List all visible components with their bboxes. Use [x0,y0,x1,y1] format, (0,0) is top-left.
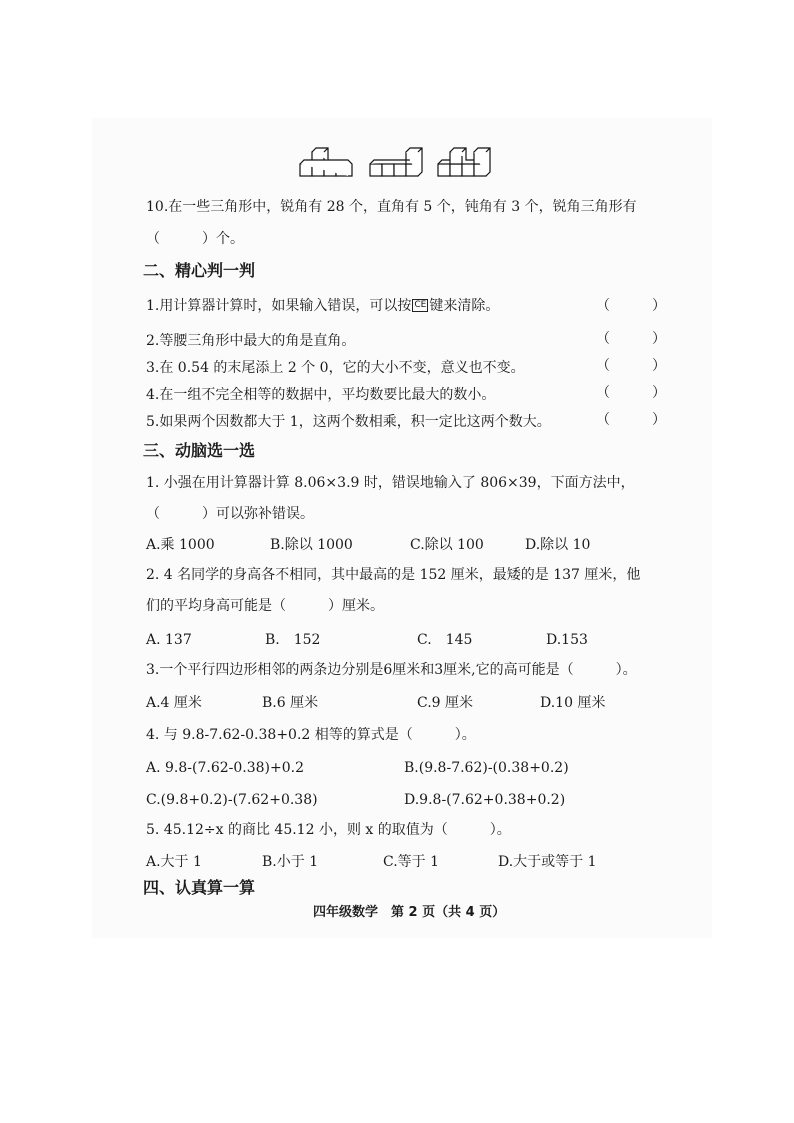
cube-figure-2 [370,148,422,176]
q5-option-d[interactable]: D.大于或等于 1 [498,854,597,870]
q5-option-a[interactable]: A.大于 1 [146,854,202,870]
judge-answer-box-3[interactable]: （ ） [596,358,666,374]
judge-answer-box-1[interactable]: （ ） [596,298,666,314]
q2-option-d[interactable]: D.153 [546,632,588,648]
q2-option-a[interactable]: A. 137 [146,632,192,648]
q3-option-a[interactable]: A.4 厘米 [146,695,202,711]
q3-option-d[interactable]: D.10 厘米 [540,695,606,711]
page-footer: 四年级数学 第 2 页（共 4 页） [313,905,506,920]
judge-item-5: 5.如果两个因数都大于 1，这两个数相乘，积一定比这两个数大。 [146,414,551,430]
section-heading-calculate: 四、认真算一算 [143,878,256,897]
q2-option-b[interactable]: B. 152 [265,632,321,648]
q10-text-line2: （ ）个。 [146,231,244,247]
q4-option-a[interactable]: A. 9.8-(7.62-0.38)+0.2 [146,760,304,776]
choice-q4-line1: 4. 与 9.8-7.62-0.38+0.2 相等的算式是（ ）。 [146,727,476,743]
choice-q2-line1: 2. 4 名同学的身高各不相同，其中最高的是 152 厘米，最矮的是 137 厘米，他 [146,567,641,583]
ce-key-icon: CE [414,300,427,310]
choice-q1-line2: （ ）可以弥补错误。 [146,506,314,522]
cube-figures [298,144,538,184]
q5-option-c[interactable]: C.等于 1 [383,854,440,870]
judge-item-1-text: 1.用计算器计算时，如果输入错误，可以按 [146,298,412,314]
judge-item-4: 4.在一组不完全相等的数据中，平均数要比最大的数小。 [146,387,496,403]
judge-answer-box-4[interactable]: （ ） [596,385,666,401]
judge-item-2: 2.等腰三角形中最大的角是直角。 [146,333,356,349]
q1-option-c[interactable]: C.除以 100 [410,537,484,553]
section-heading-choose: 三、动脑选一选 [143,441,256,460]
q4-option-c[interactable]: C.(9.8+0.2)-(7.62+0.38) [146,792,318,808]
judge-answer-box-2[interactable]: （ ） [596,331,666,347]
judge-item-1-text-end: 键来清除。 [429,298,500,314]
q4-option-b[interactable]: B.(9.8-7.62)-(0.38+0.2) [404,760,569,776]
cube-figure-3 [438,148,490,176]
cube-figure-1 [300,148,352,176]
q1-option-a[interactable]: A.乘 1000 [146,537,215,553]
choice-q5-line1: 5. 45.12÷x 的商比 45.12 小，则 x 的取值为（ ）。 [146,822,511,838]
judge-item-1 [146,297,499,315]
section-heading-judge: 二、精心判一判 [143,261,256,280]
q3-option-b[interactable]: B.6 厘米 [262,695,319,711]
choice-q1-line1: 1. 小强在用计算器计算 8.06×3.9 时，错误地输入了 806×39，下面方法中， [146,475,635,491]
q1-option-b[interactable]: B.除以 1000 [270,537,353,553]
judge-answer-box-5[interactable]: （ ） [596,412,666,428]
q4-option-d[interactable]: D.9.8-(7.62+0.38+0.2) [404,792,566,808]
q2-option-c[interactable]: C. 145 [417,632,473,648]
choice-q3-line1: 3.一个平行四边形相邻的两条边分别是6厘米和3厘米,它的高可能是（ ）。 [146,662,637,678]
q3-option-c[interactable]: C.9 厘米 [417,695,474,711]
choice-q2-line2: 们的平均身高可能是（ ）厘米。 [146,598,384,614]
q1-option-d[interactable]: D.除以 10 [525,537,591,553]
judge-item-3: 3.在 0.54 的末尾添上 2 个 0，它的大小不变，意义也不变。 [146,360,525,376]
q5-option-b[interactable]: B.小于 1 [262,854,319,870]
q10-text-line1: 10.在一些三角形中，锐角有 28 个，直角有 5 个，钝角有 3 个，锐角三角形有 [146,199,637,215]
